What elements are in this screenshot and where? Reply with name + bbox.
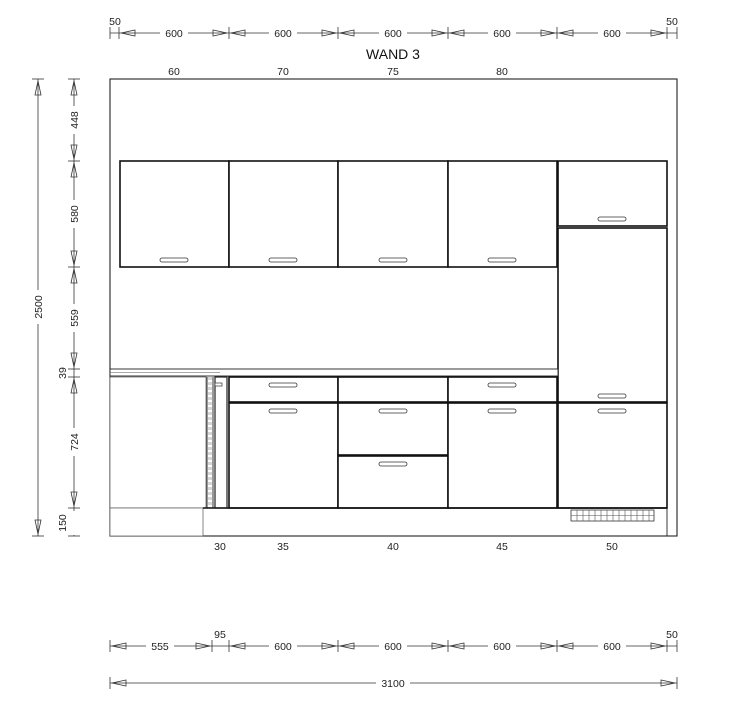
left-segment-label: 580 — [69, 205, 81, 223]
tall-unit — [558, 228, 667, 521]
lower-ref-label: 50 — [606, 541, 618, 553]
bottom-dim-segment: 600 — [274, 641, 292, 653]
corner-plinth — [110, 508, 203, 536]
handle-icon — [269, 409, 297, 413]
filler-panel — [215, 377, 227, 508]
top-dim-segment: 600 — [384, 28, 402, 40]
top-dim-segment: 600 — [493, 28, 511, 40]
bottom-dim-segment: 600 — [384, 641, 402, 653]
left-segment-label: 448 — [69, 111, 81, 129]
handle-icon — [379, 258, 407, 262]
left-segment-dimensions — [57, 79, 81, 536]
handle-icon — [598, 217, 626, 221]
handle-icon — [215, 383, 222, 386]
base-drawer-top — [229, 377, 338, 402]
handle-icon — [488, 409, 516, 413]
lower-ref-label: 35 — [277, 541, 289, 553]
wall-title: WAND 3 — [366, 46, 420, 62]
handle-icon — [598, 394, 626, 398]
bottom-dim-gap: 95 — [214, 629, 226, 641]
handle-icon — [488, 258, 516, 262]
top-dim-segment: 600 — [274, 28, 292, 40]
upper-cabinet — [338, 161, 448, 267]
base-door — [229, 403, 338, 508]
handle-icon — [269, 258, 297, 262]
left-total-dimension — [32, 79, 45, 536]
upper-ref-label: 75 — [387, 66, 399, 78]
tall-unit-upper-door — [558, 228, 667, 402]
bottom-dim-segment: 600 — [493, 641, 511, 653]
left-segment-label: 559 — [69, 309, 81, 327]
top-dim-segment: 600 — [165, 28, 183, 40]
base-drawer-top — [338, 377, 448, 402]
handle-icon — [598, 409, 626, 413]
handle-icon — [269, 383, 297, 387]
upper-ref-label: 60 — [168, 66, 180, 78]
handle-icon — [160, 258, 188, 262]
left-segment-label: 150 — [57, 514, 69, 532]
lower-ref-label: 40 — [387, 541, 399, 553]
base-drawer-top — [448, 377, 557, 402]
bottom-dim-first: 555 — [151, 641, 169, 653]
handle-icon — [379, 409, 407, 413]
left-segment-label: 724 — [69, 433, 81, 451]
bottom-total-label: 3100 — [381, 678, 405, 690]
corner-blind-panel — [110, 377, 206, 508]
base-door — [448, 403, 557, 508]
lower-ref-label: 45 — [496, 541, 508, 553]
bottom-dimension-chain — [110, 629, 678, 653]
tall-unit-lower-door — [558, 403, 667, 508]
upper-ref-label: 80 — [496, 66, 508, 78]
handle-icon — [488, 383, 516, 387]
top-dim-segment: 600 — [603, 28, 621, 40]
bottom-total-dimension — [110, 677, 677, 690]
top-dimension-chain — [109, 16, 678, 40]
upper-cabinet — [120, 161, 229, 267]
left-total-label: 2500 — [33, 295, 45, 319]
top-dim-edge-right: 50 — [666, 16, 678, 28]
upper-ref-label: 70 — [277, 66, 289, 78]
upper-cabinet — [448, 161, 557, 267]
bottom-dim-segment: 600 — [603, 641, 621, 653]
lower-ref-label: 30 — [214, 541, 226, 553]
tall-unit-top-cabinet — [558, 161, 667, 226]
handle-icon — [379, 462, 407, 466]
left-segment-label: 39 — [57, 367, 69, 379]
top-dim-edge-left: 50 — [109, 16, 121, 28]
bottom-dim-edge-right: 50 — [666, 629, 678, 641]
worktop — [110, 369, 558, 376]
upper-cabinet — [229, 161, 338, 267]
